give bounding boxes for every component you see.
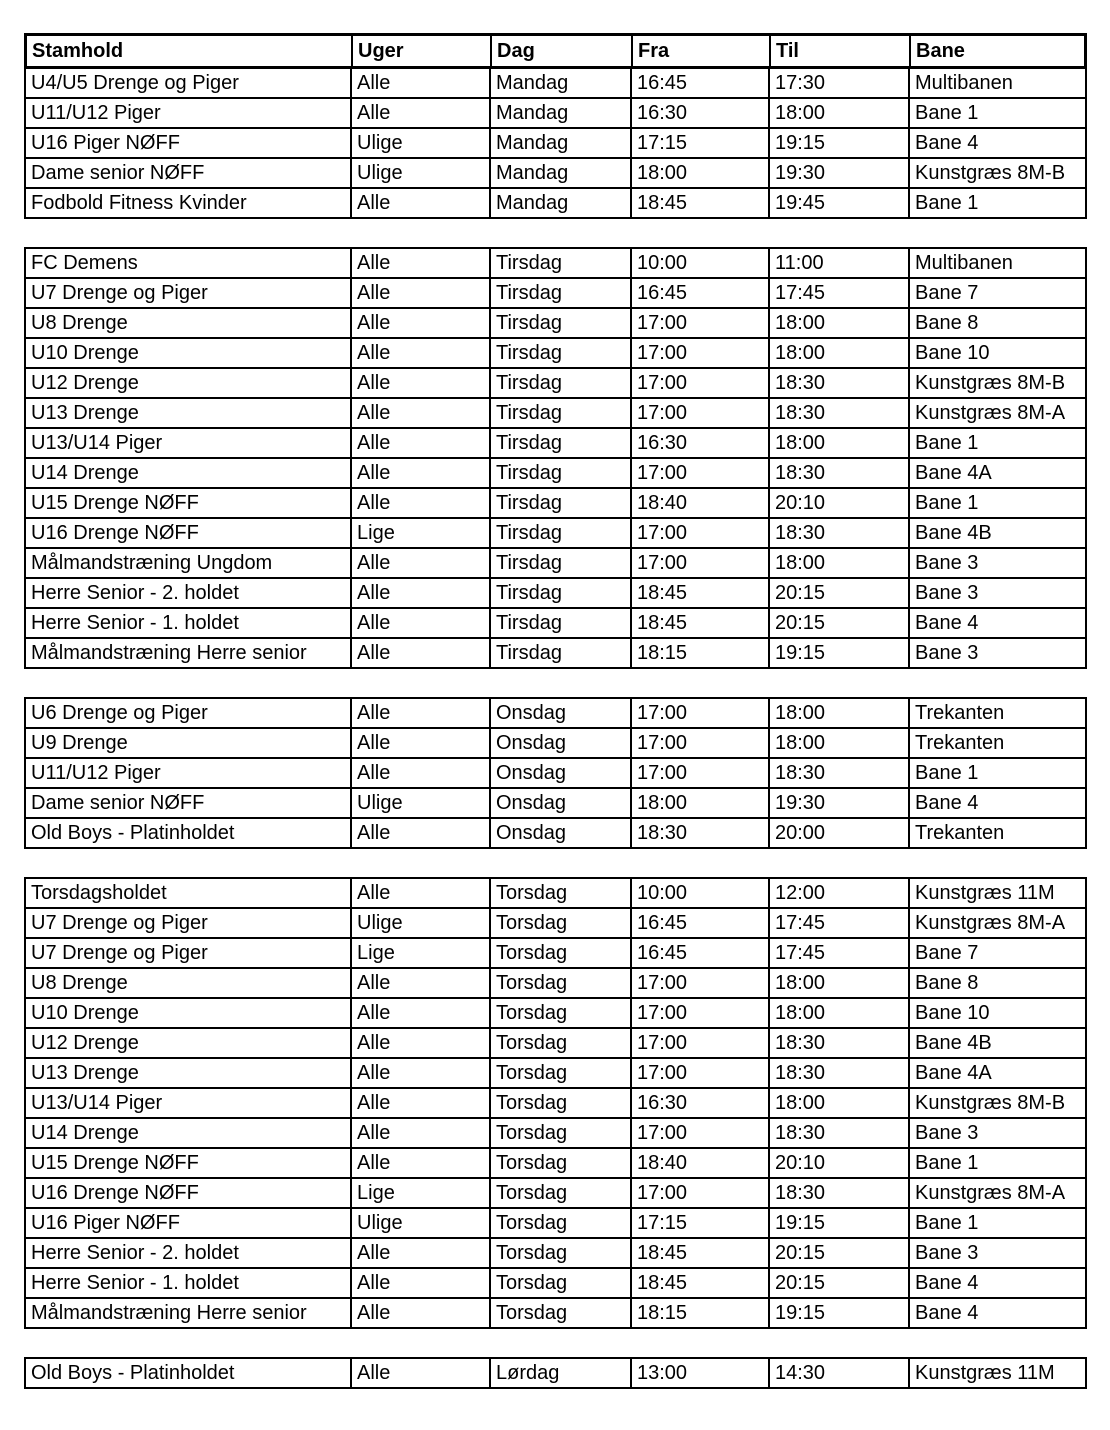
cell-fra: 10:00 — [632, 249, 770, 277]
table-row — [26, 399, 1085, 429]
cell-uger: Alle — [352, 639, 491, 667]
cell-bane: Bane 7 — [915, 282, 979, 304]
cell-bane: Bane 4 — [915, 792, 979, 814]
cell-fra: 16:45 — [632, 279, 770, 307]
cell-stamhold: U4/U5 Drenge og Piger — [26, 69, 352, 97]
cell-bane: Kunstgræs 8M-A — [915, 912, 1066, 934]
header-cell-uger: Uger — [353, 36, 492, 66]
table-row — [26, 639, 1085, 669]
cell-fra: 17:00 — [632, 399, 770, 427]
group-spacer — [24, 219, 1087, 247]
cell-uger: Alle — [352, 99, 491, 127]
cell-stamhold: U12 Drenge — [26, 369, 352, 397]
group-spacer — [24, 1329, 1087, 1357]
cell-fra: 18:40 — [632, 489, 770, 517]
cell-stamhold: U13/U14 Piger — [26, 429, 352, 457]
cell-stamhold: U8 Drenge — [26, 309, 352, 337]
cell-dag: Tirsdag — [491, 309, 632, 337]
cell-dag: Onsdag — [491, 819, 632, 847]
table-row — [26, 459, 1085, 489]
cell-uger: Alle — [352, 429, 491, 457]
cell-bane: Bane 3 — [915, 642, 979, 664]
cell-dag: Torsdag — [491, 1089, 632, 1117]
schedule-group — [24, 877, 1087, 1329]
cell-fra: 18:45 — [632, 609, 770, 637]
cell-uger: Alle — [352, 579, 491, 607]
cell-fra: 17:00 — [632, 369, 770, 397]
cell-bane: Bane 1 — [915, 492, 979, 514]
cell-uger: Alle — [352, 1029, 491, 1057]
cell-stamhold: U10 Drenge — [26, 339, 352, 367]
cell-fra: 17:00 — [632, 459, 770, 487]
cell-dag: Tirsdag — [491, 459, 632, 487]
cell-til: 19:15 — [770, 129, 910, 157]
cell-til: 18:30 — [770, 519, 910, 547]
cell-uger: Alle — [352, 369, 491, 397]
cell-stamhold: Dame senior NØFF — [26, 159, 352, 187]
header-cell-til: Til — [771, 36, 911, 66]
table-row — [26, 99, 1085, 129]
table-row — [26, 309, 1085, 339]
cell-stamhold: U9 Drenge — [26, 729, 352, 757]
cell-fra: 16:45 — [632, 909, 770, 937]
cell-fra: 16:30 — [632, 99, 770, 127]
cell-dag: Tirsdag — [491, 429, 632, 457]
table-row — [26, 819, 1085, 849]
cell-til: 20:15 — [770, 579, 910, 607]
cell-bane: Bane 3 — [915, 582, 979, 604]
cell-fra: 17:00 — [632, 1179, 770, 1207]
header-cell-dag: Dag — [492, 36, 633, 66]
cell-fra: 17:00 — [632, 729, 770, 757]
cell-dag: Tirsdag — [491, 609, 632, 637]
cell-bane: Kunstgræs 8M-B — [915, 372, 1066, 394]
cell-til: 18:00 — [770, 549, 910, 577]
cell-stamhold: FC Demens — [26, 249, 352, 277]
schedule-group — [24, 247, 1087, 669]
cell-fra: 17:00 — [632, 999, 770, 1027]
cell-stamhold: U6 Drenge og Piger — [26, 699, 352, 727]
cell-dag: Torsdag — [491, 999, 632, 1027]
cell-bane: Bane 4A — [915, 1062, 992, 1084]
cell-til: 19:15 — [770, 639, 910, 667]
cell-stamhold: Målmandstræning Herre senior — [26, 1299, 352, 1327]
cell-til: 17:30 — [770, 69, 910, 97]
table-row — [26, 939, 1085, 969]
cell-til: 18:30 — [770, 399, 910, 427]
cell-bane: Multibanen — [915, 72, 1013, 94]
cell-stamhold: U11/U12 Piger — [26, 99, 352, 127]
cell-uger: Lige — [352, 519, 491, 547]
cell-dag: Torsdag — [491, 879, 632, 907]
cell-dag: Torsdag — [491, 1059, 632, 1087]
cell-dag: Mandag — [491, 69, 632, 97]
table-row — [26, 909, 1085, 939]
cell-fra: 18:45 — [632, 189, 770, 217]
cell-uger: Alle — [352, 699, 491, 727]
cell-uger: Alle — [352, 819, 491, 847]
cell-til: 20:00 — [770, 819, 910, 847]
cell-uger: Alle — [352, 69, 491, 97]
cell-uger: Alle — [352, 1089, 491, 1117]
cell-bane: Bane 3 — [915, 552, 979, 574]
cell-uger: Alle — [352, 459, 491, 487]
cell-til: 17:45 — [770, 909, 910, 937]
cell-uger: Alle — [352, 1119, 491, 1147]
cell-til: 18:00 — [770, 339, 910, 367]
table-row — [26, 1209, 1085, 1239]
training-schedule-table — [24, 33, 1087, 1389]
cell-til: 18:00 — [770, 999, 910, 1027]
cell-dag: Mandag — [491, 189, 632, 217]
cell-til: 12:00 — [770, 879, 910, 907]
cell-til: 18:30 — [770, 369, 910, 397]
cell-dag: Torsdag — [491, 1179, 632, 1207]
cell-fra: 18:40 — [632, 1149, 770, 1177]
cell-bane: Trekanten — [915, 732, 1005, 754]
cell-stamhold: U13/U14 Piger — [26, 1089, 352, 1117]
group-spacer — [24, 669, 1087, 697]
cell-til: 19:15 — [770, 1299, 910, 1327]
cell-dag: Tirsdag — [491, 519, 632, 547]
cell-stamhold: U12 Drenge — [26, 1029, 352, 1057]
table-row — [26, 999, 1085, 1029]
table-row — [26, 1239, 1085, 1269]
cell-bane: Bane 1 — [915, 1152, 979, 1174]
cell-stamhold: U7 Drenge og Piger — [26, 909, 352, 937]
cell-bane: Bane 7 — [915, 942, 979, 964]
table-row — [26, 1119, 1085, 1149]
cell-uger: Alle — [352, 1059, 491, 1087]
cell-bane: Kunstgræs 8M-B — [915, 162, 1066, 184]
cell-fra: 17:15 — [632, 129, 770, 157]
header-cell-fra: Fra — [633, 36, 771, 66]
cell-til: 20:10 — [770, 1149, 910, 1177]
cell-stamhold: U13 Drenge — [26, 1059, 352, 1087]
cell-fra: 18:45 — [632, 1239, 770, 1267]
cell-fra: 18:00 — [632, 789, 770, 817]
cell-bane: Bane 3 — [915, 1122, 979, 1144]
cell-til: 19:30 — [770, 159, 910, 187]
cell-til: 18:00 — [770, 1089, 910, 1117]
cell-til: 18:30 — [770, 1029, 910, 1057]
cell-uger: Alle — [352, 1149, 491, 1177]
table-row — [26, 249, 1085, 279]
cell-bane: Bane 1 — [915, 762, 979, 784]
cell-stamhold: U13 Drenge — [26, 399, 352, 427]
table-row — [26, 429, 1085, 459]
cell-dag: Torsdag — [491, 1299, 632, 1327]
cell-stamhold: Målmandstræning Herre senior — [26, 639, 352, 667]
cell-til: 18:30 — [770, 759, 910, 787]
cell-stamhold: U14 Drenge — [26, 1119, 352, 1147]
table-row — [26, 1089, 1085, 1119]
cell-stamhold: Målmandstræning Ungdom — [26, 549, 352, 577]
cell-dag: Onsdag — [491, 789, 632, 817]
table-row — [26, 489, 1085, 519]
cell-fra: 17:00 — [632, 1119, 770, 1147]
cell-bane: Bane 4B — [915, 522, 992, 544]
cell-dag: Torsdag — [491, 1149, 632, 1177]
table-row — [26, 699, 1085, 729]
cell-uger: Alle — [352, 339, 491, 367]
cell-til: 17:45 — [770, 939, 910, 967]
cell-uger: Alle — [352, 879, 491, 907]
cell-til: 18:00 — [770, 699, 910, 727]
cell-bane: Bane 1 — [915, 1212, 979, 1234]
cell-bane: Kunstgræs 8M-A — [915, 1182, 1066, 1204]
cell-bane: Kunstgræs 8M-B — [915, 1092, 1066, 1114]
cell-bane: Trekanten — [915, 822, 1005, 844]
cell-uger: Alle — [352, 309, 491, 337]
cell-uger: Ulige — [352, 159, 491, 187]
schedule-group — [24, 69, 1087, 219]
cell-uger: Alle — [352, 549, 491, 577]
cell-stamhold: Herre Senior - 2. holdet — [26, 579, 352, 607]
schedule-group — [24, 697, 1087, 849]
cell-uger: Alle — [352, 189, 491, 217]
cell-fra: 17:00 — [632, 339, 770, 367]
cell-stamhold: Old Boys - Platinholdet — [26, 819, 352, 847]
cell-bane: Bane 1 — [915, 432, 979, 454]
table-row — [26, 519, 1085, 549]
cell-til: 18:00 — [770, 729, 910, 757]
cell-til: 19:45 — [770, 189, 910, 217]
cell-dag: Torsdag — [491, 1029, 632, 1057]
cell-uger: Alle — [352, 999, 491, 1027]
cell-fra: 18:15 — [632, 639, 770, 667]
table-row — [26, 1149, 1085, 1179]
cell-fra: 17:00 — [632, 309, 770, 337]
table-row — [26, 1179, 1085, 1209]
cell-stamhold: U14 Drenge — [26, 459, 352, 487]
cell-uger: Ulige — [352, 909, 491, 937]
cell-bane: Bane 4 — [915, 132, 979, 154]
cell-fra: 17:00 — [632, 759, 770, 787]
cell-til: 18:30 — [770, 1059, 910, 1087]
cell-bane: Bane 8 — [915, 312, 979, 334]
cell-til: 18:00 — [770, 969, 910, 997]
cell-dag: Tirsdag — [491, 339, 632, 367]
cell-dag: Torsdag — [491, 1269, 632, 1297]
cell-til: 18:00 — [770, 99, 910, 127]
cell-stamhold: Old Boys - Platinholdet — [26, 1359, 352, 1387]
table-row — [26, 1029, 1085, 1059]
cell-uger: Ulige — [352, 1209, 491, 1237]
table-row — [26, 549, 1085, 579]
cell-stamhold: U16 Piger NØFF — [26, 1209, 352, 1237]
table-row — [26, 729, 1085, 759]
table-row — [26, 129, 1085, 159]
header-cell-bane: Bane — [916, 40, 965, 62]
cell-dag: Mandag — [491, 99, 632, 127]
cell-til: 11:00 — [770, 249, 910, 277]
cell-fra: 17:00 — [632, 549, 770, 577]
cell-bane: Bane 3 — [915, 1242, 979, 1264]
cell-dag: Onsdag — [491, 699, 632, 727]
cell-bane: Kunstgræs 11M — [915, 882, 1055, 904]
cell-bane: Bane 10 — [915, 342, 990, 364]
cell-bane: Bane 4B — [915, 1032, 992, 1054]
table-row — [26, 189, 1085, 219]
cell-dag: Tirsdag — [491, 399, 632, 427]
cell-bane: Bane 4A — [915, 462, 992, 484]
cell-dag: Torsdag — [491, 969, 632, 997]
cell-stamhold: Torsdagsholdet — [26, 879, 352, 907]
cell-uger: Lige — [352, 939, 491, 967]
cell-stamhold: Herre Senior - 2. holdet — [26, 1239, 352, 1267]
schedule-group — [24, 1357, 1087, 1389]
cell-fra: 18:15 — [632, 1299, 770, 1327]
cell-stamhold: U16 Drenge NØFF — [26, 519, 352, 547]
table-row — [26, 1269, 1085, 1299]
cell-uger: Alle — [352, 1359, 491, 1387]
cell-fra: 17:00 — [632, 699, 770, 727]
cell-dag: Tirsdag — [491, 249, 632, 277]
cell-til: 19:30 — [770, 789, 910, 817]
cell-stamhold: U10 Drenge — [26, 999, 352, 1027]
cell-uger: Alle — [352, 759, 491, 787]
cell-bane: Bane 4 — [915, 612, 979, 634]
cell-fra: 18:30 — [632, 819, 770, 847]
table-row — [26, 69, 1085, 99]
cell-dag: Torsdag — [491, 1209, 632, 1237]
cell-stamhold: U16 Drenge NØFF — [26, 1179, 352, 1207]
cell-bane: Multibanen — [915, 252, 1013, 274]
cell-dag: Mandag — [491, 129, 632, 157]
cell-dag: Torsdag — [491, 1239, 632, 1267]
cell-uger: Ulige — [352, 789, 491, 817]
cell-dag: Tirsdag — [491, 489, 632, 517]
header-row — [27, 36, 1084, 69]
cell-fra: 18:45 — [632, 1269, 770, 1297]
cell-bane: Bane 4 — [915, 1272, 979, 1294]
cell-stamhold: U15 Drenge NØFF — [26, 489, 352, 517]
cell-fra: 17:15 — [632, 1209, 770, 1237]
header-cell-stamhold: Stamhold — [27, 36, 353, 66]
cell-stamhold: Herre Senior - 1. holdet — [26, 1269, 352, 1297]
cell-fra: 18:45 — [632, 579, 770, 607]
cell-uger: Alle — [352, 1269, 491, 1297]
cell-uger: Alle — [352, 1299, 491, 1327]
cell-til: 18:00 — [770, 309, 910, 337]
cell-fra: 10:00 — [632, 879, 770, 907]
cell-uger: Alle — [352, 1239, 491, 1267]
cell-bane: Bane 10 — [915, 1002, 990, 1024]
cell-uger: Alle — [352, 399, 491, 427]
cell-dag: Onsdag — [491, 729, 632, 757]
cell-stamhold: U11/U12 Piger — [26, 759, 352, 787]
group-spacer — [24, 849, 1087, 877]
table-header — [24, 33, 1087, 69]
cell-bane: Kunstgræs 8M-A — [915, 402, 1066, 424]
table-row — [26, 369, 1085, 399]
cell-fra: 16:45 — [632, 939, 770, 967]
cell-fra: 16:30 — [632, 1089, 770, 1117]
cell-til: 18:30 — [770, 459, 910, 487]
table-row — [26, 1359, 1085, 1389]
cell-til: 19:15 — [770, 1209, 910, 1237]
cell-dag: Tirsdag — [491, 579, 632, 607]
cell-bane: Bane 1 — [915, 102, 979, 124]
cell-bane: Kunstgræs 11M — [915, 1362, 1055, 1384]
cell-fra: 17:00 — [632, 1059, 770, 1087]
cell-fra: 17:00 — [632, 1029, 770, 1057]
cell-til: 17:45 — [770, 279, 910, 307]
cell-dag: Tirsdag — [491, 549, 632, 577]
cell-til: 18:30 — [770, 1119, 910, 1147]
cell-fra: 16:30 — [632, 429, 770, 457]
cell-fra: 18:00 — [632, 159, 770, 187]
cell-til: 20:15 — [770, 1269, 910, 1297]
table-row — [26, 279, 1085, 309]
cell-uger: Alle — [352, 609, 491, 637]
cell-dag: Tirsdag — [491, 279, 632, 307]
cell-til: 14:30 — [770, 1359, 910, 1387]
cell-dag: Tirsdag — [491, 639, 632, 667]
cell-dag: Mandag — [491, 159, 632, 187]
cell-uger: Alle — [352, 249, 491, 277]
cell-bane: Bane 8 — [915, 972, 979, 994]
table-row — [26, 1299, 1085, 1329]
table-row — [26, 159, 1085, 189]
cell-uger: Ulige — [352, 129, 491, 157]
table-row — [26, 339, 1085, 369]
table-row — [26, 759, 1085, 789]
cell-fra: 13:00 — [632, 1359, 770, 1387]
cell-fra: 17:00 — [632, 969, 770, 997]
cell-til: 20:10 — [770, 489, 910, 517]
cell-uger: Alle — [352, 489, 491, 517]
cell-dag: Torsdag — [491, 939, 632, 967]
table-row — [26, 579, 1085, 609]
cell-til: 20:15 — [770, 1239, 910, 1267]
cell-stamhold: Dame senior NØFF — [26, 789, 352, 817]
cell-dag: Onsdag — [491, 759, 632, 787]
table-row — [26, 609, 1085, 639]
cell-til: 18:30 — [770, 1179, 910, 1207]
cell-til: 20:15 — [770, 609, 910, 637]
cell-fra: 17:00 — [632, 519, 770, 547]
cell-stamhold: U7 Drenge og Piger — [26, 279, 352, 307]
cell-stamhold: U16 Piger NØFF — [26, 129, 352, 157]
cell-dag: Lørdag — [491, 1359, 632, 1387]
cell-dag: Tirsdag — [491, 369, 632, 397]
cell-til: 18:00 — [770, 429, 910, 457]
cell-uger: Alle — [352, 969, 491, 997]
table-row — [26, 969, 1085, 999]
cell-stamhold: Fodbold Fitness Kvinder — [26, 189, 352, 217]
table-row — [26, 879, 1085, 909]
cell-uger: Lige — [352, 1179, 491, 1207]
schedule-groups — [24, 69, 1087, 1389]
cell-uger: Alle — [352, 729, 491, 757]
cell-fra: 16:45 — [632, 69, 770, 97]
cell-uger: Alle — [352, 279, 491, 307]
cell-dag: Torsdag — [491, 909, 632, 937]
cell-bane: Bane 1 — [915, 192, 979, 214]
cell-stamhold: U7 Drenge og Piger — [26, 939, 352, 967]
cell-stamhold: U8 Drenge — [26, 969, 352, 997]
cell-stamhold: U15 Drenge NØFF — [26, 1149, 352, 1177]
cell-bane: Trekanten — [915, 702, 1005, 724]
table-row — [26, 789, 1085, 819]
cell-dag: Torsdag — [491, 1119, 632, 1147]
table-row — [26, 1059, 1085, 1089]
cell-stamhold: Herre Senior - 1. holdet — [26, 609, 352, 637]
cell-bane: Bane 4 — [915, 1302, 979, 1324]
